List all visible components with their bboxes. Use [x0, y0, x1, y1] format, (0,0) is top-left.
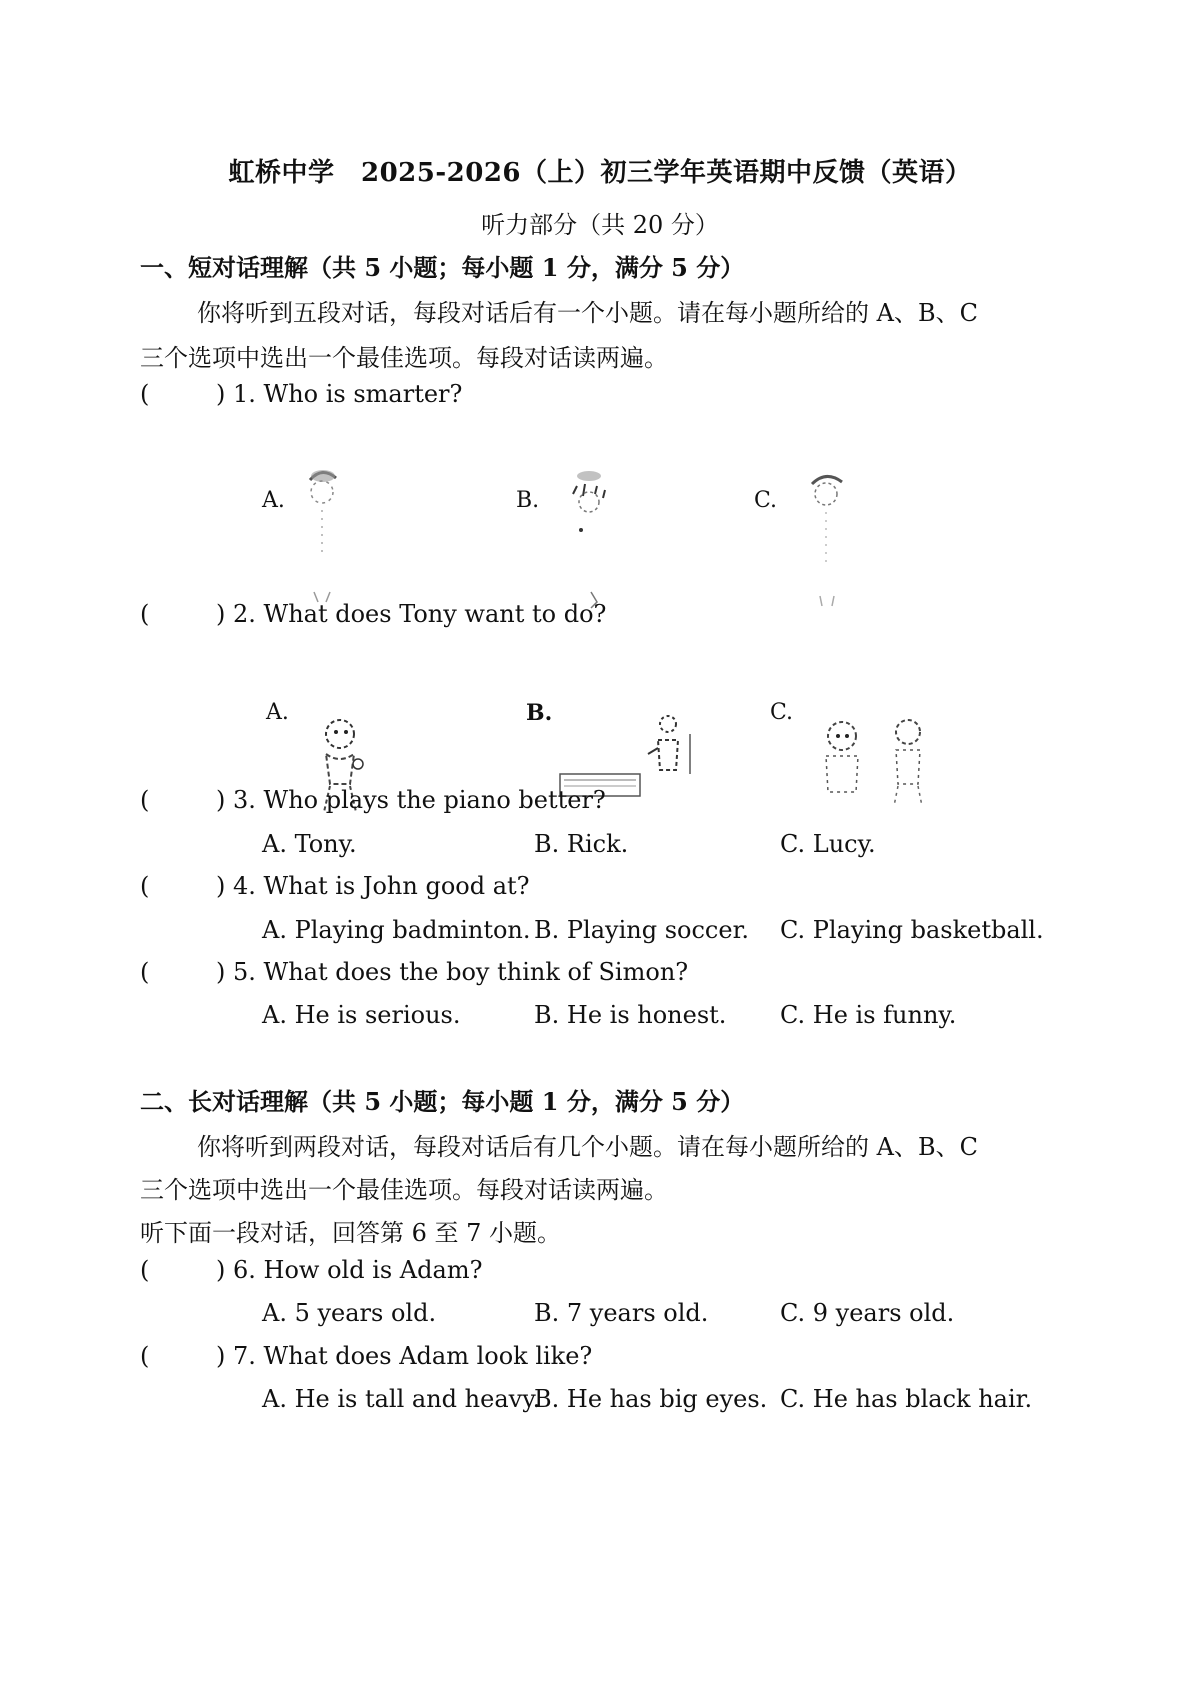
q6-option-a[interactable]: A. 5 years old. — [262, 1299, 437, 1327]
q2-option-c-label[interactable]: C. — [770, 700, 794, 725]
q1-option-b-picture — [555, 468, 625, 618]
q2-option-a-label[interactable]: A. — [266, 700, 289, 725]
q4-option-b[interactable]: B. Playing soccer. — [534, 916, 750, 944]
q7-option-b[interactable]: B. He has big eyes. — [534, 1385, 768, 1413]
question-4 — [140, 872, 530, 900]
q1-option-a-picture — [290, 462, 360, 612]
answer-paren[interactable]: ( — [140, 600, 150, 628]
answer-paren[interactable]: ( — [140, 1256, 150, 1284]
q7-option-c[interactable]: C. He has black hair. — [780, 1385, 1033, 1413]
q7-option-a[interactable]: A. He is tall and heavy. — [262, 1385, 541, 1413]
page-title: 虹桥中学 2025-2026（上）初三学年英语期中反馈（英语） — [228, 158, 972, 188]
q2-option-b-label[interactable]: B. — [526, 700, 553, 726]
answer-paren[interactable]: ( — [140, 1342, 150, 1370]
q1-option-c-picture — [792, 468, 862, 618]
question-stem: ) 6. How old is Adam? — [216, 1256, 483, 1284]
section-2-sub-instruction: 听下面一段对话，回答第 6 至 7 小题。 — [140, 1219, 562, 1247]
question-stem: ) 2. What does Tony want to do? — [216, 600, 607, 628]
answer-paren[interactable]: ( — [140, 958, 150, 986]
q4-option-a[interactable]: A. Playing badminton. — [262, 916, 531, 944]
question-stem: ) 1. Who is smarter? — [216, 380, 463, 408]
q1-option-c-label[interactable]: C. — [754, 488, 778, 513]
q3-option-b[interactable]: B. Rick. — [534, 830, 629, 858]
section-1-instruction-line1: 你将听到五段对话，每段对话后有一个小题。请在每小题所给的 A、B、C — [197, 299, 978, 327]
q3-option-a[interactable]: A. Tony. — [262, 830, 357, 858]
q6-option-b[interactable]: B. 7 years old. — [534, 1299, 709, 1327]
section-2-instruction-line2: 三个选项中选出一个最佳选项。每段对话读两遍。 — [140, 1176, 668, 1204]
q5-option-c[interactable]: C. He is funny. — [780, 1001, 957, 1029]
q3-option-c[interactable]: C. Lucy. — [780, 830, 876, 858]
section-1-instruction-line2: 三个选项中选出一个最佳选项。每段对话读两遍。 — [140, 344, 668, 372]
question-stem: ) 5. What does the boy think of Simon? — [216, 958, 689, 986]
page-subtitle: 听力部分（共 20 分） — [481, 211, 719, 239]
question-stem: ) 4. What is John good at? — [216, 872, 530, 900]
question-7 — [140, 1342, 592, 1370]
section-2-heading: 二、长对话理解（共 5 小题；每小题 1 分，满分 5 分） — [140, 1087, 745, 1116]
q1-option-b-label[interactable]: B. — [516, 488, 540, 513]
question-2 — [140, 600, 606, 628]
section-2-instruction-line1: 你将听到两段对话，每段对话后有几个小题。请在每小题所给的 A、B、C — [197, 1133, 978, 1161]
question-6 — [140, 1256, 482, 1284]
q6-option-c[interactable]: C. 9 years old. — [780, 1299, 955, 1327]
question-1 — [140, 380, 462, 408]
question-stem: ) 3. Who plays the piano better? — [216, 786, 606, 814]
question-3 — [140, 786, 606, 814]
answer-paren[interactable]: ( — [140, 872, 150, 900]
question-5 — [140, 958, 688, 986]
q4-option-c[interactable]: C. Playing basketball. — [780, 916, 1044, 944]
section-1-heading: 一、短对话理解（共 5 小题；每小题 1 分，满分 5 分） — [140, 253, 745, 282]
q1-option-a-label[interactable]: A. — [262, 488, 285, 513]
q5-option-a[interactable]: A. He is serious. — [262, 1001, 461, 1029]
q2-option-c-picture — [812, 714, 952, 814]
question-stem: ) 7. What does Adam look like? — [216, 1342, 593, 1370]
answer-paren[interactable]: ( — [140, 786, 150, 814]
answer-paren[interactable]: ( — [140, 380, 150, 408]
q5-option-b[interactable]: B. He is honest. — [534, 1001, 727, 1029]
